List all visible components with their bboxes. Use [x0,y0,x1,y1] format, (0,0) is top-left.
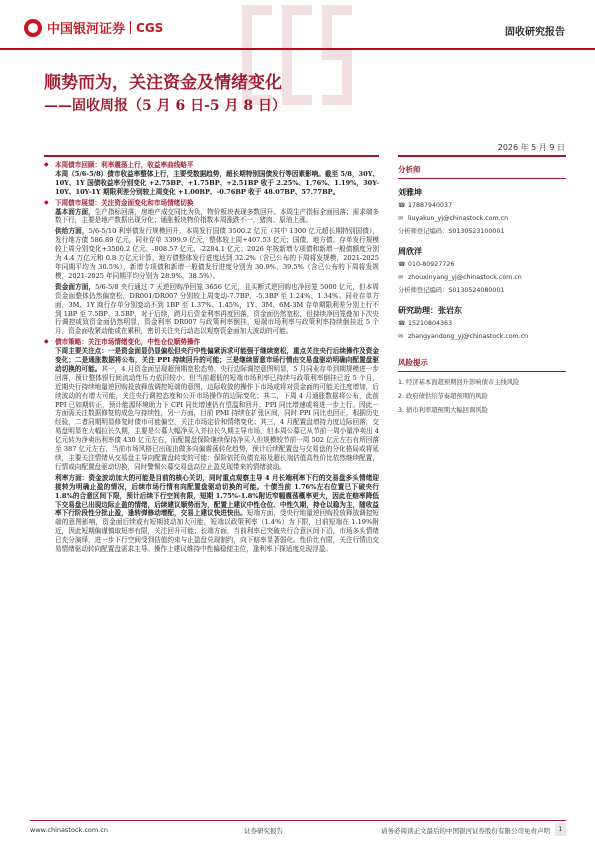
section-body [44,347,379,554]
diamond-bullet-icon: ◆ [44,198,49,206]
email-icon: ✉ [398,215,404,222]
paragraph: 利率方面：资金波动加大的可能是目前的核心关切，同时重点观察主导 4 月长端利率下行的交易盘多头情绪迎接转为明确止盈的情况，后续市场行情有向配置盘驱动切换的可能。十债当前 1.76%左右位置已下破央行 1.8%的合意区间下限，预计后续下行空间有限，短期 1.75%-1.8%附近窄幅震荡概率更大，因此在赔率降低下交易盘已出现边际止盈的情绪，后续建议顺势而为，配置上建议中性仓位、中性久期，持仓以稳为主，随收益率下行阶段性分批止盈，逢转弹修动增配，交易上建议快进快出。短端方面，受央行地量逆回购投放释放调控短端的意图影响，资金面后续或有短期波动加大可能，短端以政策利率（1.4%）为下限，目前短端在 1.19%附近，因此短期偏谨慎取短率有限，关注回升可能；长端方面，当前利率已突破央行合意区间下沿，市场多头情绪已充分演绎，进一步下行空间受到估值约束与止盈盘兑现制约，向下赔率显著弱化。性价比有限，关注行情由交易情绪驱动转向配置盘需求主导。操作上建议维持中性偏稳便主位，逢利率下探适度兑现浮盈。 [55,473,379,554]
analyst-card [398,185,566,238]
analyst-cert: 分析师登记编码：S0130524080001 [398,287,505,294]
risk-item: 1. 经济基本面超预期回升影响债市主线风险 [398,379,520,386]
footer-divider [30,820,566,821]
logo-divider [130,21,131,34]
report-type-label: 固收研究报告 [505,27,565,38]
analyst-name: 周欣洋 [398,246,422,256]
section-review [44,161,379,197]
phone-icon: ☎ [398,261,406,268]
section-heading: ◆ 下周债市展望：关注资金面变化和市场情绪切换 [44,198,194,207]
report-date: 2026 年 5 月 9 日 [497,143,565,152]
company-logo [24,18,163,37]
email-icon: ✉ [398,274,404,281]
footer-disclaimer: 请务必阅读正文最后的中国银河证券股份有限公司免责声明 [381,827,550,835]
page-footer [30,823,566,837]
diamond-bullet-icon: ◆ [44,161,49,168]
header-divider [0,48,595,50]
email-icon: ✉ [398,333,404,340]
risk-heading: 风险提示 [398,357,566,372]
page-number: 1 [555,823,566,836]
assistant-phone: 15210804363 [408,320,453,327]
analyst-email[interactable]: zhouxinyang_yj@chinastock.com.cn [408,274,522,281]
section-body [44,208,379,337]
phone-row [398,199,566,212]
analyst-name: 刘雅坤 [398,187,422,197]
paragraph: 基本面方面，生产指标回落，房地产成交同比为负，物价板块表现多数回升。本周生产指标全面回落；需求端多数下行，主要是地产数据出现分化；通胀板块物价指数本周涨跌不一，猪肉、原油上涨。 [55,207,380,225]
footer-report-label: 证券研究报告 [244,827,283,835]
analyst-heading: 分析师 [398,164,566,179]
report-subtitle: ——固收周报（5 月 6 日-5 月 8 日） [44,98,287,114]
risk-list [398,376,566,418]
analyst-card [398,244,566,297]
phone-icon: ☎ [398,320,406,327]
email-row [398,212,566,225]
email-row [398,330,566,343]
logo-emblem-icon [24,19,42,37]
sidebar [398,156,566,418]
paragraph: 资金面方面，5/6-5/8 央行通过 7 天逆回购净回笼 3656 亿元，且买断式逆回购也净回笼 5000 亿元，但本周资金面整体仍然偏宽松，DR001/DR007 分别较上周变动-7.7BP、-5.3BP 至 1.24%、1.34%。同业存单方面，3M、1Y 商行存单分别变动不到 1BP 至 1.37%、1.45%，1Y、3M、6M-3M 存单期限利差分别上行不到 1BP 至 7.5BP、3.5BP，对于后续，跨月后资金利率再度回落，资金面仍然宽松，但持续净回笼叠加下次央行调控或致资金面仍然明显，资金利率 DR007 与政策利率倒挂，短端市场利率与政策利率持续倒挂近 5 个月，资金面收紧动能或在累积，密切关注央行动态以观察资金面加大波动的可能。 [55,282,379,336]
email-row [398,271,566,284]
phone-row [398,317,566,330]
page-header [0,0,595,62]
phone-icon: ☎ [398,202,406,209]
risk-item: 2. 政府债供给节奏超预期的风险 [398,393,488,400]
diamond-bullet-icon: ◆ [44,338,49,346]
analyst-phone: 17887940037 [408,202,453,209]
phone-row [398,258,566,271]
paragraph: 下周主要关注点：一是资金面显仍显偏松但央行中性偏紧诉求可能强于继续宽松，重点关注央行后续操作及资金变化；二是通胀数据将公布，关注 PPI 持续回升的可能；三是继续留意市场行情由交易盘驱动明确向配置盘驱动切换的可能。其一，4 月资金面呈现超预期宽松态势，央行边际调控意图明显，5 月同业存单到期规模进一步回落，预计整体银行间流动性压力依旧较小。但当前超低的短端市场利率已持续与政策利率倒挂已近 5 个月，近期央行持续地量逆回购投放释放调控短端的意图，边际收敛的操作下市场或将对资金面的可能关注度增加，后续波动的有增大可能，关注央行调控态度和公开市场操作的边际变化；其二，下周 4 月通胀数据将公布，此前 PPI 已如期转正，预计能源环境助力下 CPI 同比增速仍有望温和回升、PPI 同比增速或将进一步上行。因此一方面需关注数据修复的成色与持续性，另一方面，目前 PMI 持续在扩张区间，同时 PPI 同比也回正，根据历史经验，二者同期明显修复时债市可能偏空，关注市场定价和情绪变化；其三，4 月配置盘增持力度边际回落，交易盘明显在大幅拉长久期，主要是公募大幅净买入并拉长久期主导市场，但本周公募已从节前一周小量净卖出 4 亿元转为净卖出利率债 430 亿元左右，而配置盘保险继续保持净买入但规模较节前一周 502 亿元左右有所回落至 387 亿元左右，当前市场风格已出现由做多向偏震荡转化趋势，预计后续配置盘与交易盘的分化格局或将延续，主要关注情绪从交易盘主导向配置盘转变的可能：保险依托负债充裕及超长端估值高性价比依然继续配置，行情或向配置盘驱动切换，同时警惕公募交易盘高位止盈兑现带来的情绪波动。 [55,347,379,471]
section-body [44,170,379,197]
analyst-cert: 分析师登记编码：S0130523100001 [398,228,505,235]
paragraph: 供给方面，5/6-5/10 利率债发行规模回升，本周发行国债 3500.2 亿元（其中 1300 亿元超长期特别国债），发行地方债 586.89 亿元，同业存单 3399.9 亿元，整体较上周+407.53 亿元；国债、地方债、存单发行规模较上周分别变化+3500.2 亿元、-808.57 亿元、-2284.1 亿元；2026 年按新增专项债和新增一般债额度分别为 4.4 万亿元和 0.8 万亿元计算，地方债整体发行进度达到 32.2%（含已公布的下周将发规模，2021-2025 年同期平均为 30.5%），新增专项债和新增一般债发行进度分别为 30.9%、39.5%（含已公布的下周将发规模，2021-2025 年同期平均分别为 28.9%、38.5%）。 [55,227,379,280]
report-title: 顺势而为，关注资金及情绪变化 [44,73,282,93]
assistant-email[interactable]: zhangyandong_yj@chinastock.com.cn [408,333,529,340]
section-outlook [44,199,379,337]
assistant-name: 研究助理：张岩东 [398,305,462,315]
logo-text: 中国银河证券 [47,22,126,37]
analyst-email[interactable]: liuyakun_yj@chinastock.com.cn [408,215,509,222]
logo-cgs: CGS [136,20,164,35]
section-strategy [44,338,379,554]
section-heading: ◆ 债市策略：关注市场情绪变化，中性仓位顺势操作 [44,338,201,347]
section-heading: ◆ 本周债市回顾：利率震荡上行，收益率曲线略平 [44,161,194,169]
paragraph: 本周（5/6-5/8）债市收益率整体上行，主要受数据趋势，超长期特别国债发行等因素影响。截至 5/8，30Y、10Y、1Y 国债收益率分别变化 +2.75BP、+1.75BP、+2.51BP 收于 2.25%、1.76%、1.19%，30Y-10Y、10Y-1Y 期限利差分别较上周变化 +1.00BP、-0.76BP 收于 48.07BP、57.77BP。 [55,169,380,196]
assistant-card [398,303,566,343]
footer-website[interactable]: www.chinastock.com.cn [30,826,108,834]
risk-item: 3. 债市利率超预期大幅回调风险 [398,407,488,414]
analyst-phone: 010-80927726 [408,261,455,268]
main-content [44,156,379,556]
